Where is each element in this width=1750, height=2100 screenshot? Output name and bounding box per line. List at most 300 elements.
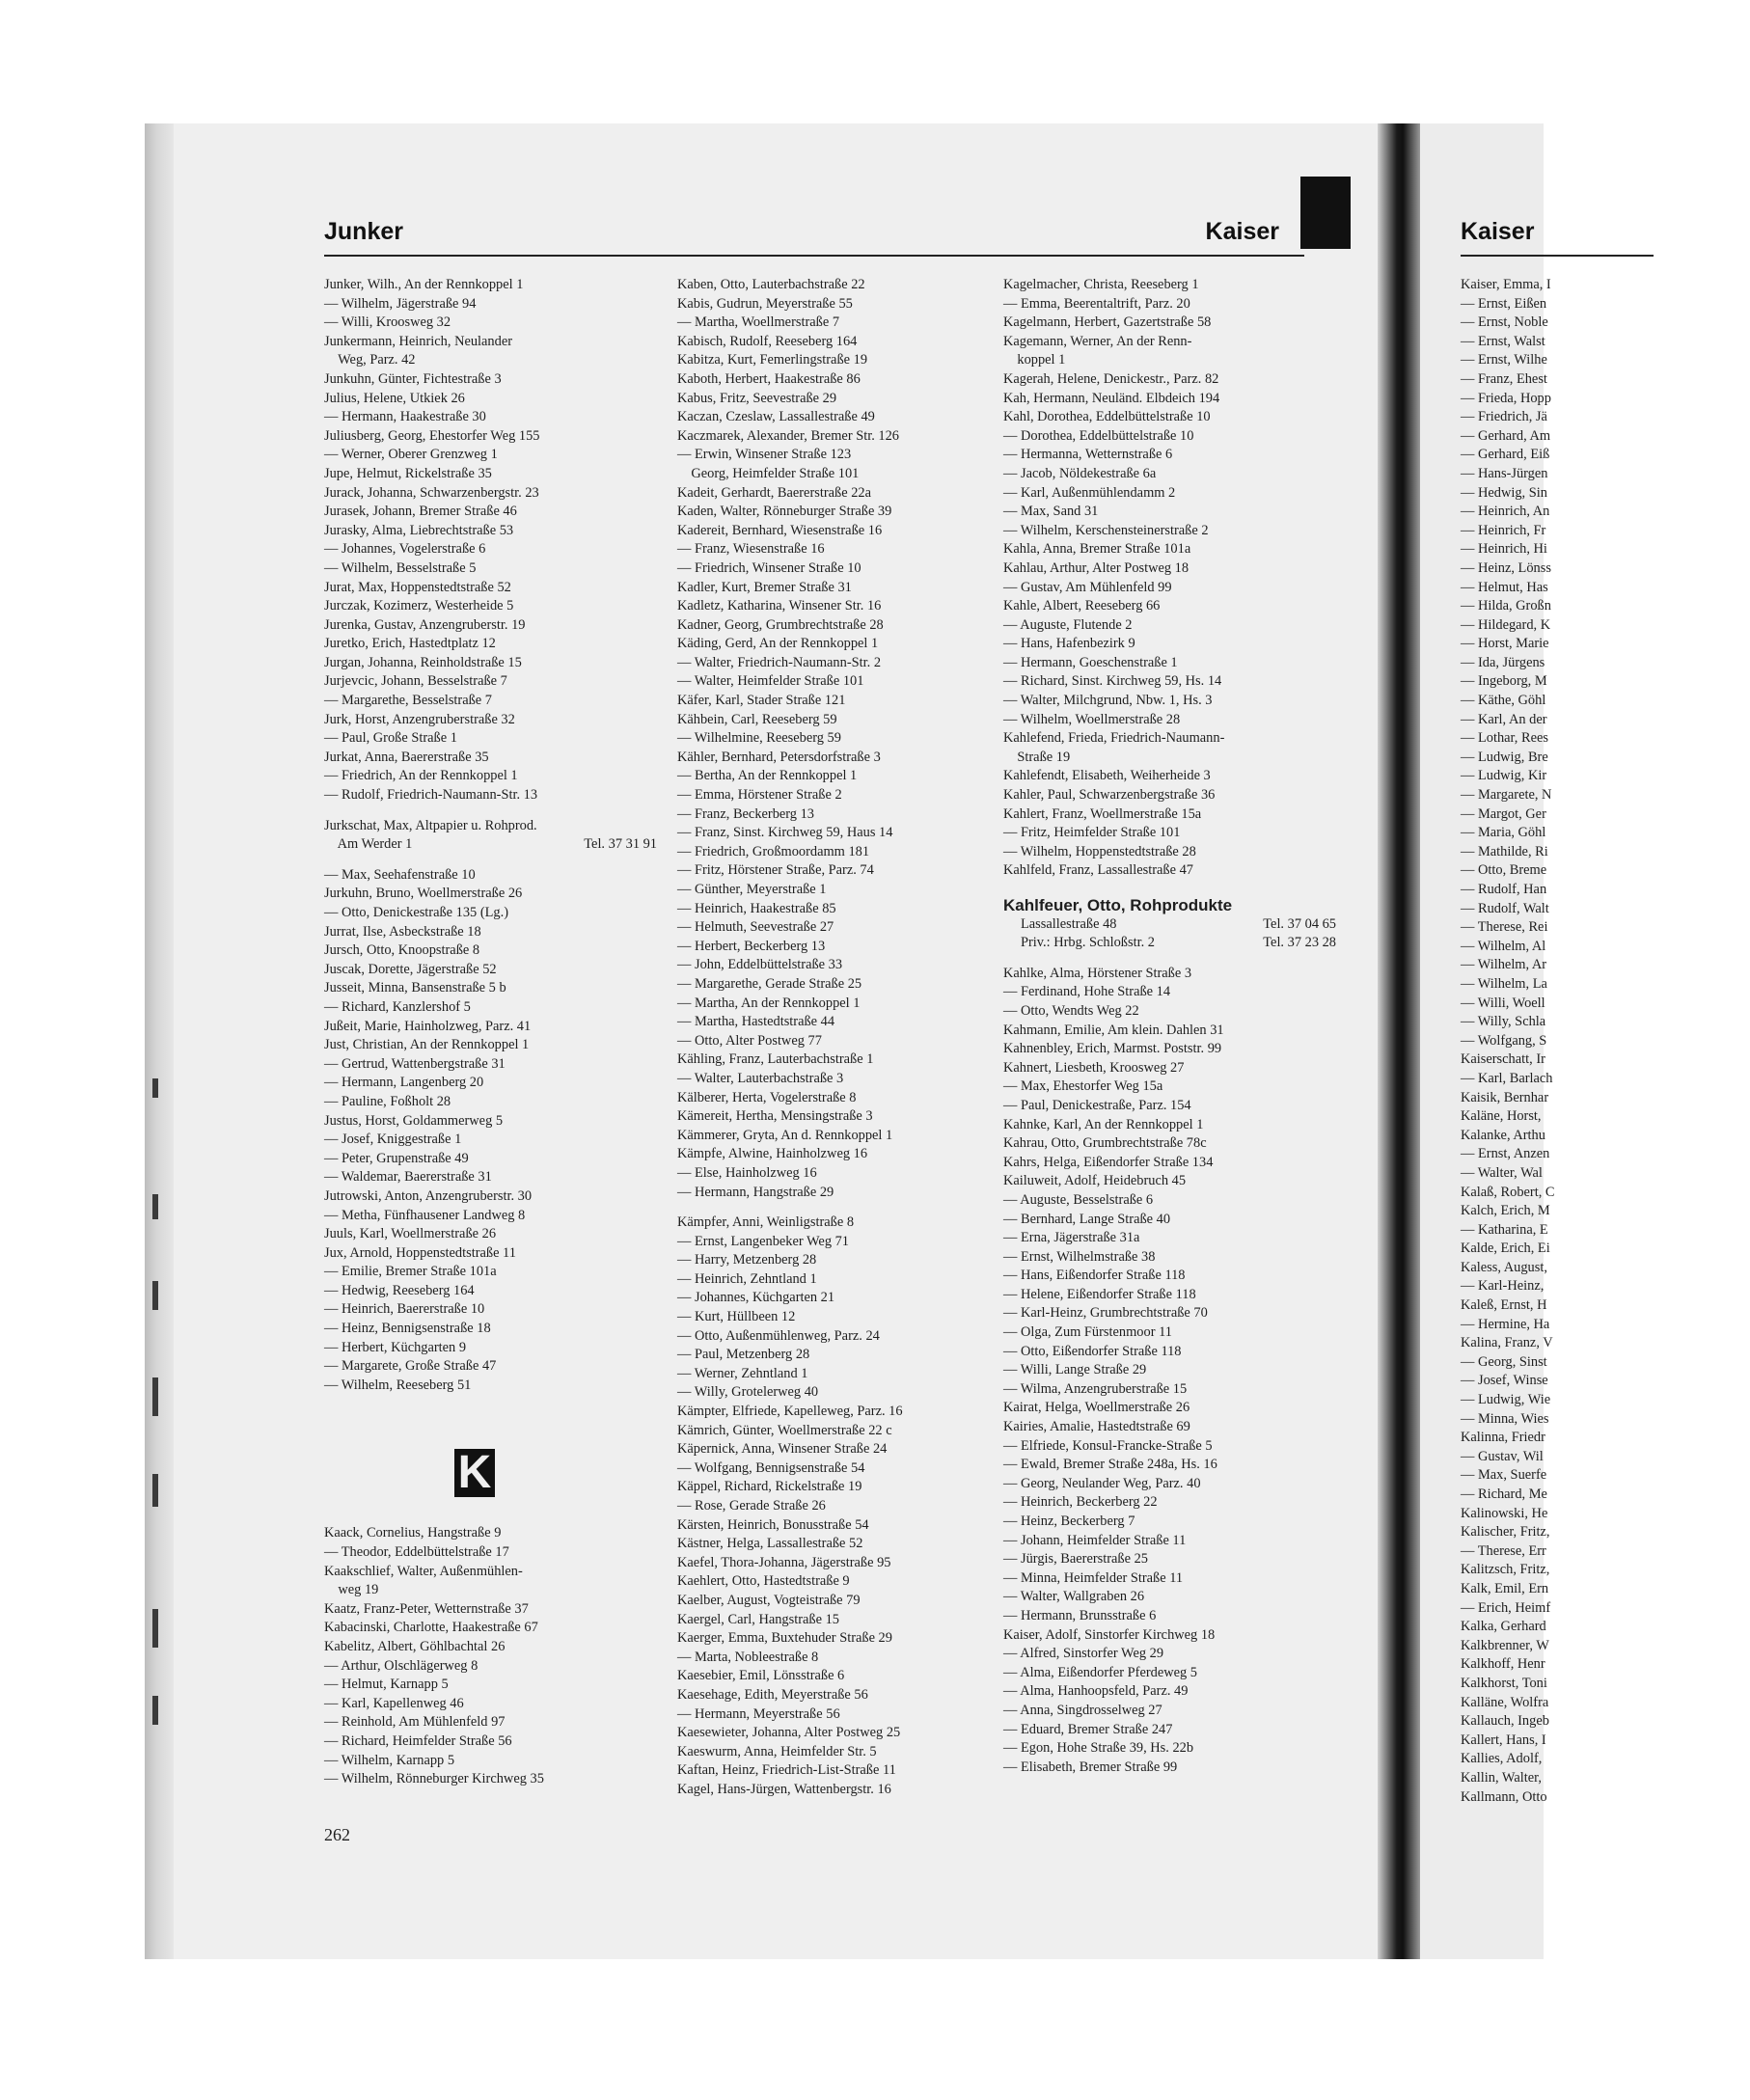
- directory-entry: — Therese, Rei: [1461, 919, 1548, 936]
- directory-entry: — Ludwig, Bre: [1461, 749, 1548, 765]
- directory-entry: — Peter, Grupenstraße 49: [324, 1150, 469, 1166]
- directory-entry: — Heinrich, Fr: [1461, 522, 1546, 538]
- directory-entry: weg 19: [324, 1582, 379, 1598]
- directory-entry: Jurat, Max, Hoppenstedtstraße 52: [324, 579, 511, 595]
- directory-entry: — Hans, Eißendorfer Straße 118: [1003, 1268, 1186, 1284]
- column-2: [677, 276, 1010, 1800]
- directory-entry: — Friedrich, Jä: [1461, 409, 1547, 425]
- directory-entry: — Karl, Kapellenweg 46: [324, 1695, 464, 1711]
- directory-entry: Kähbein, Carl, Reeseberg 59: [677, 711, 837, 727]
- directory-entry: — Karl, Außenmühlendamm 2: [1003, 484, 1176, 501]
- directory-entry: — Bertha, An der Rennkoppel 1: [677, 768, 858, 784]
- directory-entry: Kaiser, Emma, I: [1461, 277, 1551, 292]
- directory-entry: — Max, Seehafenstraße 10: [324, 866, 476, 883]
- directory-entry: Kaesebier, Emil, Lönsstraße 6: [677, 1668, 845, 1684]
- directory-entry: Kämpter, Elfriede, Kapelleweg, Parz. 16: [677, 1404, 903, 1420]
- directory-entry: Jurasek, Johann, Bremer Straße 46: [324, 504, 517, 520]
- directory-entry: Kärsten, Heinrich, Bonusstraße 54: [677, 1516, 869, 1533]
- directory-entry: — Helmut, Karnapp 5: [324, 1677, 449, 1693]
- directory-entry: — Olga, Zum Fürstenmoor 11: [1003, 1324, 1172, 1341]
- directory-entry: Kahnert, Liesbeth, Kroosweg 27: [1003, 1059, 1185, 1076]
- directory-entry: — Walter, Heimfelder Straße 101: [677, 673, 864, 690]
- directory-entry: — Gustav, Wil: [1461, 1448, 1544, 1464]
- ad-kahlfeuer-phone1: Tel. 37 04 65: [1263, 915, 1336, 932]
- directory-entry: — Wilhelm, Jägerstraße 94: [324, 295, 477, 312]
- directory-entry: Kabus, Fritz, Seevestraße 29: [677, 390, 837, 406]
- directory-entry: — Rudolf, Walt: [1461, 900, 1549, 916]
- directory-entry: Weg, Parz. 42: [324, 352, 416, 368]
- directory-entry: Junkuhn, Günter, Fichtestraße 3: [324, 370, 502, 387]
- directory-entry: — Richard, Me: [1461, 1486, 1547, 1502]
- directory-entry: — Margarethe, Besselstraße 7: [324, 693, 492, 709]
- directory-entry: — Johannes, Vogelerstraße 6: [324, 541, 486, 558]
- directory-entry: — Metha, Fünfhausener Landweg 8: [324, 1207, 526, 1223]
- ad-jurkschat-address: Am Werder 1: [324, 836, 413, 853]
- directory-entry: — Hermann, Brunsstraße 6: [1003, 1607, 1157, 1623]
- directory-entry: Kästner, Helga, Lassallestraße 52: [677, 1536, 863, 1552]
- directory-entry: — Hermann, Hangstraße 29: [677, 1184, 834, 1200]
- directory-entry: Kalaß, Robert, C: [1461, 1184, 1555, 1200]
- directory-entry: — Minna, Wies: [1461, 1410, 1549, 1427]
- directory-entry: — Egon, Hohe Straße 39, Hs. 22b: [1003, 1740, 1194, 1757]
- directory-entry: — Rudolf, Han: [1461, 882, 1547, 897]
- directory-entry: Kaergel, Carl, Hangstraße 15: [677, 1611, 839, 1627]
- directory-entry: — Herbert, Küchgarten 9: [324, 1339, 467, 1355]
- directory-entry: — Heinz, Lönss: [1461, 559, 1551, 576]
- directory-entry: — Heinrich, Zehntland 1: [677, 1270, 817, 1287]
- directory-entry: — Hermann, Langenberg 20: [324, 1075, 484, 1091]
- directory-entry: Kaiser, Adolf, Sinstorfer Kirchweg 18: [1003, 1626, 1216, 1643]
- directory-entry: Kämpfer, Anni, Weinligstraße 8: [677, 1214, 855, 1231]
- directory-entry: — Helmuth, Seevestraße 27: [677, 919, 834, 936]
- directory-entry: Kahler, Paul, Schwarzenbergstraße 36: [1003, 787, 1216, 804]
- directory-entry: — Georg, Sinst: [1461, 1353, 1547, 1370]
- directory-entry: — Walter, Wallgraben 26: [1003, 1589, 1145, 1605]
- directory-entry: — Franz, Wiesenstraße 16: [677, 541, 825, 558]
- directory-entry: Kaläne, Horst,: [1461, 1108, 1542, 1125]
- directory-entry: — Johannes, Küchgarten 21: [677, 1290, 835, 1306]
- directory-entry: Käding, Gerd, An der Rennkoppel 1: [677, 636, 879, 652]
- directory-entry: Kaben, Otto, Lauterbachstraße 22: [677, 277, 865, 292]
- directory-entry: — Johann, Heimfelder Straße 11: [1003, 1532, 1187, 1548]
- directory-entry: — Heinz, Bennigsenstraße 18: [324, 1321, 491, 1337]
- directory-entry: — Emma, Beerentaltrift, Parz. 20: [1003, 295, 1190, 312]
- directory-entry: Kagemann, Werner, An der Renn-: [1003, 333, 1192, 349]
- directory-entry: Kagelmann, Herbert, Gazertstraße 58: [1003, 314, 1212, 331]
- directory-entry: — Alma, Hanhoopsfeld, Parz. 49: [1003, 1683, 1189, 1700]
- directory-entry: — Walter, Lauterbachstraße 3: [677, 1070, 844, 1086]
- directory-entry: — Alma, Eißendorfer Pferdeweg 5: [1003, 1664, 1198, 1680]
- directory-entry: — Katharina, E: [1461, 1221, 1548, 1238]
- directory-entry: — Ernst, Noble: [1461, 314, 1548, 331]
- directory-entry: — Max, Ehestorfer Weg 15a: [1003, 1078, 1163, 1095]
- directory-entry: — Heinrich, Hi: [1461, 541, 1547, 558]
- directory-entry: — Werner, Zehntland 1: [677, 1365, 808, 1381]
- directory-entry: Kalkhoff, Henr: [1461, 1656, 1545, 1673]
- directory-entry: — Ernst, Anzen: [1461, 1146, 1550, 1162]
- directory-entry: Kaelber, August, Vogteistraße 79: [677, 1592, 861, 1608]
- directory-entry: — Wilhelm, Karnapp 5: [324, 1752, 455, 1768]
- directory-entry: — Wolfgang, S: [1461, 1032, 1547, 1049]
- directory-entry: Just, Christian, An der Rennkoppel 1: [324, 1037, 530, 1053]
- directory-entry: Jurk, Horst, Anzengruberstraße 32: [324, 711, 515, 727]
- directory-entry: — Karl, An der: [1461, 711, 1547, 727]
- directory-entry: Junkermann, Heinrich, Neulander: [324, 333, 513, 349]
- directory-entry: — Margarete, Große Straße 47: [324, 1358, 497, 1375]
- directory-entry: Kaleß, Ernst, H: [1461, 1297, 1547, 1314]
- directory-entry: Kabelitz, Albert, Göhlbachtal 26: [324, 1639, 506, 1654]
- directory-entry: Jux, Arnold, Hoppenstedtstraße 11: [324, 1244, 516, 1261]
- directory-entry: — Karl-Heinz, Grumbrechtstraße 70: [1003, 1305, 1208, 1322]
- directory-entry: Kalitzsch, Fritz,: [1461, 1562, 1550, 1578]
- directory-entry: — Willi, Kroosweg 32: [324, 314, 451, 331]
- directory-entry: Käpernick, Anna, Winsener Straße 24: [677, 1441, 888, 1458]
- directory-entry: — Hermann, Goeschenstraße 1: [1003, 654, 1178, 670]
- directory-entry: — Josef, Kniggestraße 1: [324, 1132, 462, 1148]
- directory-entry: — Hedwig, Sin: [1461, 484, 1547, 501]
- directory-entry: — Margarete, N: [1461, 787, 1552, 804]
- directory-entry: Kah, Hermann, Neuländ. Elbdeich 194: [1003, 390, 1220, 406]
- directory-entry: — Friedrich, Großmoordamm 181: [677, 843, 870, 859]
- directory-entry: — Hildegard, K: [1461, 616, 1551, 633]
- directory-entry: Kaefel, Thora-Johanna, Jägerstraße 95: [677, 1554, 891, 1570]
- directory-entry: Kähling, Franz, Lauterbachstraße 1: [677, 1051, 874, 1068]
- directory-entry: — Heinrich, Haakestraße 85: [677, 900, 836, 916]
- directory-entry: — Karl-Heinz,: [1461, 1278, 1545, 1295]
- directory-entry: Kämereit, Hertha, Mensingstraße 3: [677, 1108, 873, 1125]
- directory-entry: — Ernst, Walst: [1461, 333, 1545, 349]
- directory-entry: — Ernst, Eißen: [1461, 295, 1547, 312]
- directory-entry: — Wilhelm, Besselstraße 5: [324, 559, 477, 576]
- directory-entry: Kahlfeld, Franz, Lassallestraße 47: [1003, 862, 1193, 879]
- directory-entry: — Erna, Jägerstraße 31a: [1003, 1230, 1140, 1246]
- directory-entry: Georg, Heimfelder Straße 101: [677, 465, 860, 481]
- directory-entry: Jurasky, Alma, Liebrechtstraße 53: [324, 522, 514, 538]
- directory-entry: Kaack, Cornelius, Hangstraße 9: [324, 1525, 502, 1541]
- directory-entry: — Helene, Eißendorfer Straße 118: [1003, 1286, 1196, 1302]
- directory-entry: — Bernhard, Lange Straße 40: [1003, 1211, 1171, 1227]
- directory-entry: Kadeit, Gerhardt, Baererstraße 22a: [677, 484, 871, 501]
- directory-entry: Kaerger, Emma, Buxtehuder Straße 29: [677, 1630, 892, 1647]
- directory-entry: Kahnke, Karl, An der Rennkoppel 1: [1003, 1116, 1204, 1132]
- directory-entry: Kallauch, Ingeb: [1461, 1713, 1549, 1730]
- directory-entry: Kahnenbley, Erich, Marmst. Poststr. 99: [1003, 1041, 1222, 1057]
- directory-entry: — Herbert, Beckerberg 13: [677, 938, 826, 954]
- directory-entry: — Elfriede, Konsul-Francke-Straße 5: [1003, 1437, 1213, 1454]
- directory-entry: — Otto, Eißendorfer Straße 118: [1003, 1343, 1182, 1359]
- directory-entry: — Fritz, Hörstener Straße, Parz. 74: [677, 862, 874, 879]
- directory-entry: Kalkbrenner, W: [1461, 1637, 1549, 1653]
- directory-entry: — Frieda, Hopp: [1461, 390, 1551, 406]
- directory-entry: — Walter, Wal: [1461, 1164, 1543, 1181]
- directory-entry: — Gertrud, Wattenbergstraße 31: [324, 1055, 506, 1072]
- directory-entry: — Margarethe, Gerade Straße 25: [677, 975, 862, 992]
- right-page-rule: [1461, 255, 1654, 257]
- directory-entry: Kahlke, Alma, Hörstener Straße 3: [1003, 965, 1192, 981]
- directory-entry: Kämrich, Günter, Woellmerstraße 22 c: [677, 1422, 892, 1438]
- directory-entry: — Ferdinand, Hohe Straße 14: [1003, 984, 1171, 1000]
- directory-entry: Kalanke, Arthu: [1461, 1127, 1545, 1143]
- header-rule: [324, 255, 1304, 257]
- directory-entry: — Auguste, Flutende 2: [1003, 616, 1133, 633]
- directory-entry: — Max, Suerfe: [1461, 1467, 1547, 1484]
- ad-kahlfeuer-row2: [1003, 934, 1336, 953]
- right-page: [1420, 123, 1555, 1959]
- directory-entry: — Theodor, Eddelbüttelstraße 17: [324, 1544, 509, 1561]
- directory-entry: — Heinrich, Beckerberg 22: [1003, 1494, 1158, 1511]
- directory-entry: — Ernst, Wilhe: [1461, 352, 1547, 368]
- directory-entry: Kabacinski, Charlotte, Haakestraße 67: [324, 1620, 538, 1636]
- directory-entry: — Martha, An der Rennkoppel 1: [677, 995, 861, 1011]
- directory-entry: Juliusberg, Georg, Ehestorfer Weg 155: [324, 427, 540, 444]
- directory-entry: — Martha, Hastedtstraße 44: [677, 1014, 835, 1030]
- directory-entry: — Käthe, Göhl: [1461, 693, 1546, 709]
- directory-entry: Kahlefend, Frieda, Friedrich-Naumann-: [1003, 730, 1225, 747]
- directory-entry: — Wilhelm, Hoppenstedtstraße 28: [1003, 843, 1196, 859]
- directory-entry: — Minna, Heimfelder Straße 11: [1003, 1569, 1184, 1586]
- directory-entry: — Werner, Oberer Grenzweg 1: [324, 447, 498, 463]
- directory-entry: — Gerhard, Am: [1461, 427, 1551, 444]
- directory-entry: — Wilhelm, La: [1461, 975, 1547, 992]
- directory-entry: — Hans-Jürgen: [1461, 465, 1548, 481]
- directory-entry: — Reinhold, Am Mühlenfeld 97: [324, 1714, 506, 1731]
- directory-entry: — Franz, Beckerberg 13: [677, 805, 814, 822]
- directory-entry: Straße 19: [1003, 749, 1071, 765]
- directory-entry: Kalischer, Fritz,: [1461, 1524, 1550, 1541]
- directory-entry: Kalde, Erich, Ei: [1461, 1241, 1550, 1257]
- directory-entry: — Hermann, Meyerstraße 56: [677, 1705, 840, 1722]
- directory-entry: — Ewald, Bremer Straße 248a, Hs. 16: [1003, 1457, 1217, 1473]
- directory-entry: Kalka, Gerhard: [1461, 1619, 1546, 1635]
- directory-entry: — Jürgis, Baererstraße 25: [1003, 1551, 1148, 1568]
- directory-entry: — Emma, Hörstener Straße 2: [677, 787, 842, 804]
- directory-entry: Justus, Horst, Goldammerweg 5: [324, 1112, 504, 1129]
- directory-entry: Käppel, Richard, Rickelstraße 19: [677, 1479, 862, 1495]
- directory-entry: Kabitza, Kurt, Femerlingstraße 19: [677, 352, 868, 368]
- directory-entry: — Fritz, Heimfelder Straße 101: [1003, 825, 1181, 841]
- directory-entry: — Wilhelmine, Reeseberg 59: [677, 730, 841, 747]
- directory-entry: Jutrowski, Anton, Anzengruberstr. 30: [324, 1187, 533, 1204]
- directory-entry: — Hilda, Großn: [1461, 598, 1551, 614]
- directory-entry: — Richard, Sinst. Kirchweg 59, Hs. 14: [1003, 673, 1222, 690]
- directory-entry: — Anna, Singdrosselweg 27: [1003, 1702, 1162, 1718]
- directory-entry: — Dorothea, Eddelbüttelstraße 10: [1003, 427, 1194, 444]
- directory-entry: — Alfred, Sinstorfer Weg 29: [1003, 1646, 1164, 1662]
- directory-entry: Kadletz, Katharina, Winsener Str. 16: [677, 598, 882, 614]
- directory-entry: — Franz, Sinst. Kirchweg 59, Haus 14: [677, 825, 893, 841]
- directory-entry: Juscak, Dorette, Jägerstraße 52: [324, 961, 497, 977]
- directory-entry: — Ernst, Wilhelmstraße 38: [1003, 1248, 1156, 1265]
- directory-entry: — Hermanna, Wetternstraße 6: [1003, 447, 1173, 463]
- directory-entry: — Ingeborg, M: [1461, 673, 1547, 690]
- directory-entry: — Otto, Denickestraße 135 (Lg.): [324, 905, 509, 920]
- directory-entry: — Mathilde, Ri: [1461, 843, 1548, 859]
- directory-entry: Jurjevcic, Johann, Besselstraße 7: [324, 673, 507, 690]
- directory-entry: Jurenka, Gustav, Anzengruberstr. 19: [324, 616, 526, 633]
- directory-entry: Kahla, Anna, Bremer Straße 101a: [1003, 541, 1191, 558]
- directory-entry: — Richard, Heimfelder Straße 56: [324, 1732, 512, 1749]
- directory-entry: — Walter, Milchgrund, Nbw. 1, Hs. 3: [1003, 693, 1213, 709]
- directory-entry: — Lothar, Rees: [1461, 730, 1548, 747]
- directory-entry: — Otto, Außenmühlenweg, Parz. 24: [677, 1327, 880, 1344]
- directory-entry: — Otto, Alter Postweg 77: [677, 1032, 822, 1049]
- directory-entry: — Pauline, Foßholt 28: [324, 1093, 451, 1109]
- directory-entry: Kämpfe, Alwine, Hainholzweg 16: [677, 1146, 868, 1162]
- directory-entry: — Hermann, Haakestraße 30: [324, 409, 486, 425]
- right-page-column: [1461, 276, 1750, 1807]
- directory-entry: — Georg, Neulander Weg, Parz. 40: [1003, 1475, 1201, 1491]
- directory-entry: — Wilhelm, Rönneburger Kirchweg 35: [324, 1771, 544, 1787]
- directory-entry: — Willi, Woell: [1461, 995, 1545, 1011]
- directory-entry: — Wilhelm, Reeseberg 51: [324, 1377, 472, 1393]
- directory-entry: Jurgan, Johanna, Reinholdstraße 15: [324, 654, 522, 670]
- directory-entry: Kalkhorst, Toni: [1461, 1675, 1547, 1691]
- directory-entry: — Paul, Große Straße 1: [324, 730, 457, 747]
- directory-entry: Kahle, Albert, Reeseberg 66: [1003, 598, 1161, 614]
- directory-entry: Jurczak, Kozimerz, Westerheide 5: [324, 598, 514, 614]
- column-1: [324, 276, 657, 1789]
- directory-entry: — Ludwig, Wie: [1461, 1392, 1551, 1408]
- page-stack-edge: [145, 123, 174, 1959]
- directory-entry: — Heinrich, An: [1461, 504, 1550, 520]
- directory-entry: — Wilma, Anzengruberstraße 15: [1003, 1380, 1188, 1397]
- directory-entry: — Eduard, Bremer Straße 247: [1003, 1721, 1173, 1737]
- directory-entry: Kälberer, Herta, Vogelerstraße 8: [677, 1089, 857, 1105]
- directory-entry: — Erich, Heimf: [1461, 1599, 1551, 1616]
- directory-entry: Kaczan, Czeslaw, Lassallestraße 49: [677, 409, 875, 425]
- directory-entry: Kairat, Helga, Woellmerstraße 26: [1003, 1400, 1190, 1416]
- directory-entry: Jurrat, Ilse, Asbeckstraße 18: [324, 923, 481, 940]
- directory-entry: — Franz, Ehest: [1461, 370, 1547, 387]
- directory-entry: Kahlau, Arthur, Alter Postweg 18: [1003, 559, 1189, 576]
- directory-entry: Kailuweit, Adolf, Heidebruch 45: [1003, 1173, 1187, 1189]
- directory-entry: — Josef, Winse: [1461, 1373, 1548, 1389]
- gutter-shadow: [1300, 177, 1351, 249]
- directory-entry: Kaesehage, Edith, Meyerstraße 56: [677, 1686, 868, 1703]
- directory-entry: — Waldemar, Baererstraße 31: [324, 1169, 492, 1186]
- directory-entry: Kaakschlief, Walter, Außenmühlen-: [324, 1563, 523, 1579]
- directory-entry: — Emilie, Bremer Straße 101a: [324, 1264, 497, 1280]
- directory-entry: — Rose, Gerade Straße 26: [677, 1498, 826, 1514]
- ad-jurkschat-line1: Jurkschat, Max, Altpapier u. Rohprod.: [324, 817, 537, 833]
- directory-entry: — Marta, Nobleestraße 8: [677, 1649, 819, 1665]
- directory-entry: — Hedwig, Reeseberg 164: [324, 1282, 475, 1298]
- directory-entry: Kaatz, Franz-Peter, Wetternstraße 37: [324, 1600, 529, 1617]
- directory-entry: Kalinna, Friedr: [1461, 1430, 1545, 1446]
- directory-entry: Kahrau, Otto, Grumbrechtstraße 78c: [1003, 1135, 1207, 1152]
- directory-entry: — Maria, Göhl: [1461, 825, 1546, 841]
- directory-entry: — Heinrich, Baererstraße 10: [324, 1301, 485, 1318]
- directory-entry: — Willi, Lange Straße 29: [1003, 1362, 1147, 1378]
- directory-entry: — Wilhelm, Kerschensteinerstraße 2: [1003, 522, 1209, 538]
- directory-entry: Juuls, Karl, Woellmerstraße 26: [324, 1226, 497, 1242]
- directory-entry: Kahlefendt, Elisabeth, Weiherheide 3: [1003, 768, 1211, 784]
- directory-entry: Kairies, Amalie, Hastedtstraße 69: [1003, 1419, 1190, 1435]
- column-3: [1003, 276, 1336, 1777]
- directory-entry: Kalinowski, He: [1461, 1505, 1548, 1521]
- directory-entry: Kalk, Emil, Ern: [1461, 1580, 1549, 1596]
- directory-entry: — Gustav, Am Mühlenfeld 99: [1003, 579, 1172, 595]
- directory-entry: — Ludwig, Kir: [1461, 768, 1547, 784]
- directory-entry: — Gerhard, Eiß: [1461, 447, 1550, 463]
- directory-entry: Kallin, Walter,: [1461, 1769, 1542, 1786]
- directory-entry: Kämmerer, Gryta, An d. Rennkoppel 1: [677, 1127, 893, 1143]
- directory-entry: — John, Eddelbüttelstraße 33: [677, 957, 843, 973]
- directory-entry: Kadner, Georg, Grumbrechtstraße 28: [677, 616, 884, 633]
- directory-entry: — Paul, Denickestraße, Parz. 154: [1003, 1097, 1191, 1113]
- directory-entry: — Karl, Barlach: [1461, 1070, 1553, 1086]
- directory-entry: — Wolfgang, Bennigsenstraße 54: [677, 1459, 865, 1476]
- directory-entry: Juretko, Erich, Hastedtplatz 12: [324, 636, 496, 652]
- directory-entry: — Wilhelm, Al: [1461, 938, 1546, 954]
- ad-jurkschat-line2: [324, 835, 657, 855]
- directory-entry: Junker, Wilh., An der Rennkoppel 1: [324, 277, 524, 292]
- directory-entry: Kahmann, Emilie, Am klein. Dahlen 31: [1003, 1022, 1224, 1038]
- directory-entry: Kadler, Kurt, Bremer Straße 31: [677, 579, 852, 595]
- directory-entry: Kaden, Walter, Rönneburger Straße 39: [677, 504, 892, 520]
- directory-entry: Kähler, Bernhard, Petersdorfstraße 3: [677, 749, 881, 765]
- directory-entry: Kallert, Hans, I: [1461, 1732, 1546, 1748]
- directory-entry: Kalläne, Wolfra: [1461, 1694, 1549, 1710]
- directory-entry: — Arthur, Olschlägerweg 8: [324, 1657, 479, 1674]
- directory-entry: — Helmut, Has: [1461, 579, 1548, 595]
- directory-entry: Kaiserschatt, Ir: [1461, 1051, 1545, 1068]
- directory-entry: Jursch, Otto, Knoopstraße 8: [324, 942, 480, 959]
- directory-entry: Kallmann, Otto: [1461, 1788, 1547, 1805]
- directory-entry: Kabis, Gudrun, Meyerstraße 55: [677, 295, 853, 312]
- directory-entry: — Günther, Meyerstraße 1: [677, 882, 827, 897]
- directory-entry: Kalch, Erich, M: [1461, 1203, 1550, 1219]
- directory-entry: Kalina, Franz, V: [1461, 1335, 1553, 1351]
- directory-entry: Kagerah, Helene, Denickestr., Parz. 82: [1003, 370, 1219, 387]
- left-page: [174, 123, 1378, 1959]
- ad-kahlfeuer-phone2: Tel. 37 23 28: [1263, 935, 1336, 951]
- directory-entry: — Rudolf, Friedrich-Naumann-Str. 13: [324, 787, 538, 804]
- running-head-left: Junker: [324, 218, 403, 245]
- directory-entry: — Hermine, Ha: [1461, 1316, 1550, 1332]
- directory-entry: Kagelmacher, Christa, Reeseberg 1: [1003, 277, 1199, 292]
- ad-kahlfeuer-address: Lassallestraße 48: [1021, 915, 1117, 932]
- running-head-right-page: Kaiser: [1461, 218, 1535, 245]
- directory-entry: Kahrs, Helga, Eißendorfer Straße 134: [1003, 1154, 1214, 1170]
- directory-entry: — Else, Hainholzweg 16: [677, 1164, 817, 1181]
- directory-entry: — Martha, Woellmerstraße 7: [677, 314, 840, 331]
- directory-entry: Kaeswurm, Anna, Heimfelder Str. 5: [677, 1743, 877, 1759]
- directory-entry: Jußeit, Marie, Hainholzweg, Parz. 41: [324, 1018, 532, 1034]
- directory-entry: — Paul, Metzenberg 28: [677, 1347, 810, 1363]
- directory-entry: Kadereit, Bernhard, Wiesenstraße 16: [677, 522, 883, 538]
- directory-entry: — Ida, Jürgens: [1461, 654, 1545, 670]
- directory-entry: Kaisik, Bernhar: [1461, 1089, 1549, 1105]
- directory-entry: — Erwin, Winsener Straße 123: [677, 447, 852, 463]
- directory-entry: — Horst, Marie: [1461, 636, 1549, 652]
- directory-entry: — Friedrich, An der Rennkoppel 1: [324, 768, 518, 784]
- directory-entry: Kabisch, Rudolf, Reeseberg 164: [677, 333, 858, 349]
- directory-entry: Kaehlert, Otto, Hastedtstraße 9: [677, 1573, 850, 1590]
- directory-entry: — Ernst, Langenbeker Weg 71: [677, 1233, 850, 1249]
- directory-entry: — Harry, Metzenberg 28: [677, 1252, 817, 1268]
- directory-entry: — Otto, Wendts Weg 22: [1003, 1002, 1139, 1019]
- directory-entry: Kaczmarek, Alexander, Bremer Str. 126: [677, 427, 899, 444]
- ad-kahlfeuer-row1: [1003, 915, 1336, 935]
- directory-entry: Kaless, August,: [1461, 1259, 1547, 1275]
- directory-entry: Julius, Helene, Utkiek 26: [324, 390, 465, 406]
- directory-entry: koppel 1: [1003, 352, 1066, 368]
- directory-entry: — Kurt, Hüllbeen 12: [677, 1309, 796, 1325]
- directory-entry: — Walter, Friedrich-Naumann-Str. 2: [677, 654, 882, 670]
- directory-entry: — Auguste, Besselstraße 6: [1003, 1191, 1154, 1208]
- directory-entry: Kahlert, Franz, Woellmerstraße 15a: [1003, 805, 1202, 822]
